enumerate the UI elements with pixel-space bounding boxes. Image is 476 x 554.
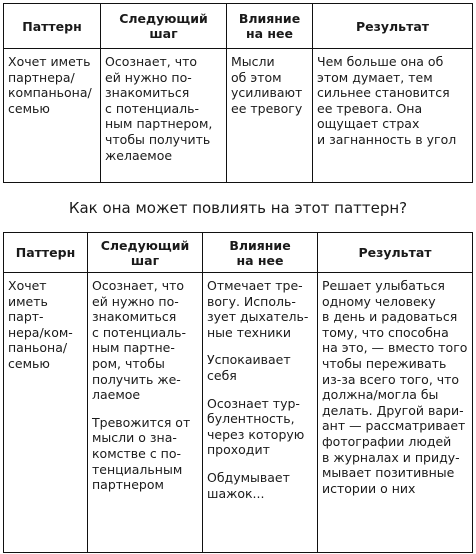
cell-next-step — [88, 273, 203, 553]
table-row — [4, 273, 473, 553]
pattern-table-2 — [3, 232, 473, 553]
table-row — [4, 49, 473, 183]
header-result: Результат — [313, 4, 473, 49]
impact-item: Успокаивает себя — [207, 352, 291, 383]
question-heading: Как она может повлиять на этот паттерн? — [68, 199, 408, 217]
header-pattern: Паттерн — [4, 233, 88, 273]
header-pattern: Паттерн — [4, 4, 101, 49]
cell-impact: Мысли об этом усиливают ее тревогу — [227, 49, 313, 183]
cell-next-step: Осознает, что ей нужно по- знакомиться с потенциаль- ным партнером, чтобы получить желаемое — [101, 49, 227, 183]
cell-result: Чем больше она об этом думает, тем сильнее становится ее тревога. Она ощущает страх и загнанность в угол — [313, 49, 473, 183]
impact-item: Отмечает тре- вогу. Исполь- зует дыхатель- ные техники — [207, 278, 309, 340]
cell-result: Решает улыбаться одному человеку в день и радоваться тому, что способна на это, — вместо того чтобы переживать из-за всего того, что должна/могла бы делать. Другой вари- ант — рассматривает фотографии людей в журналах и приду- мывает позитивные истории о них — [318, 273, 473, 553]
impact-item: Осознает тур- булентность, через которую проходит — [207, 395, 305, 458]
cell-pattern: Хочет иметь парт- нера/ком- паньона/ семью — [4, 273, 88, 553]
header-next-step: Следующий шаг — [88, 233, 203, 273]
header-next-step: Следующий шаг — [101, 4, 227, 49]
table-header-row — [4, 4, 473, 49]
next-step-item: Осознает, что ей нужно по- знакомиться с потенциаль- ным партне- ром, чтобы получить же- лаемое — [92, 278, 186, 403]
header-impact: Влияние на нее — [227, 4, 313, 49]
pattern-table-1 — [3, 3, 473, 183]
header-impact: Влияние на нее — [203, 233, 318, 273]
cell-pattern: Хочет иметь партнера/ компаньона/ семью — [4, 49, 101, 183]
header-result: Результат — [318, 233, 473, 273]
impact-item: Обдумывает шажок... — [207, 469, 290, 501]
table-header-row — [4, 233, 473, 273]
cell-impact — [203, 273, 318, 553]
next-step-item: Тревожится от мысли о зна- комстве с по- тенциальным партнером — [92, 414, 191, 493]
